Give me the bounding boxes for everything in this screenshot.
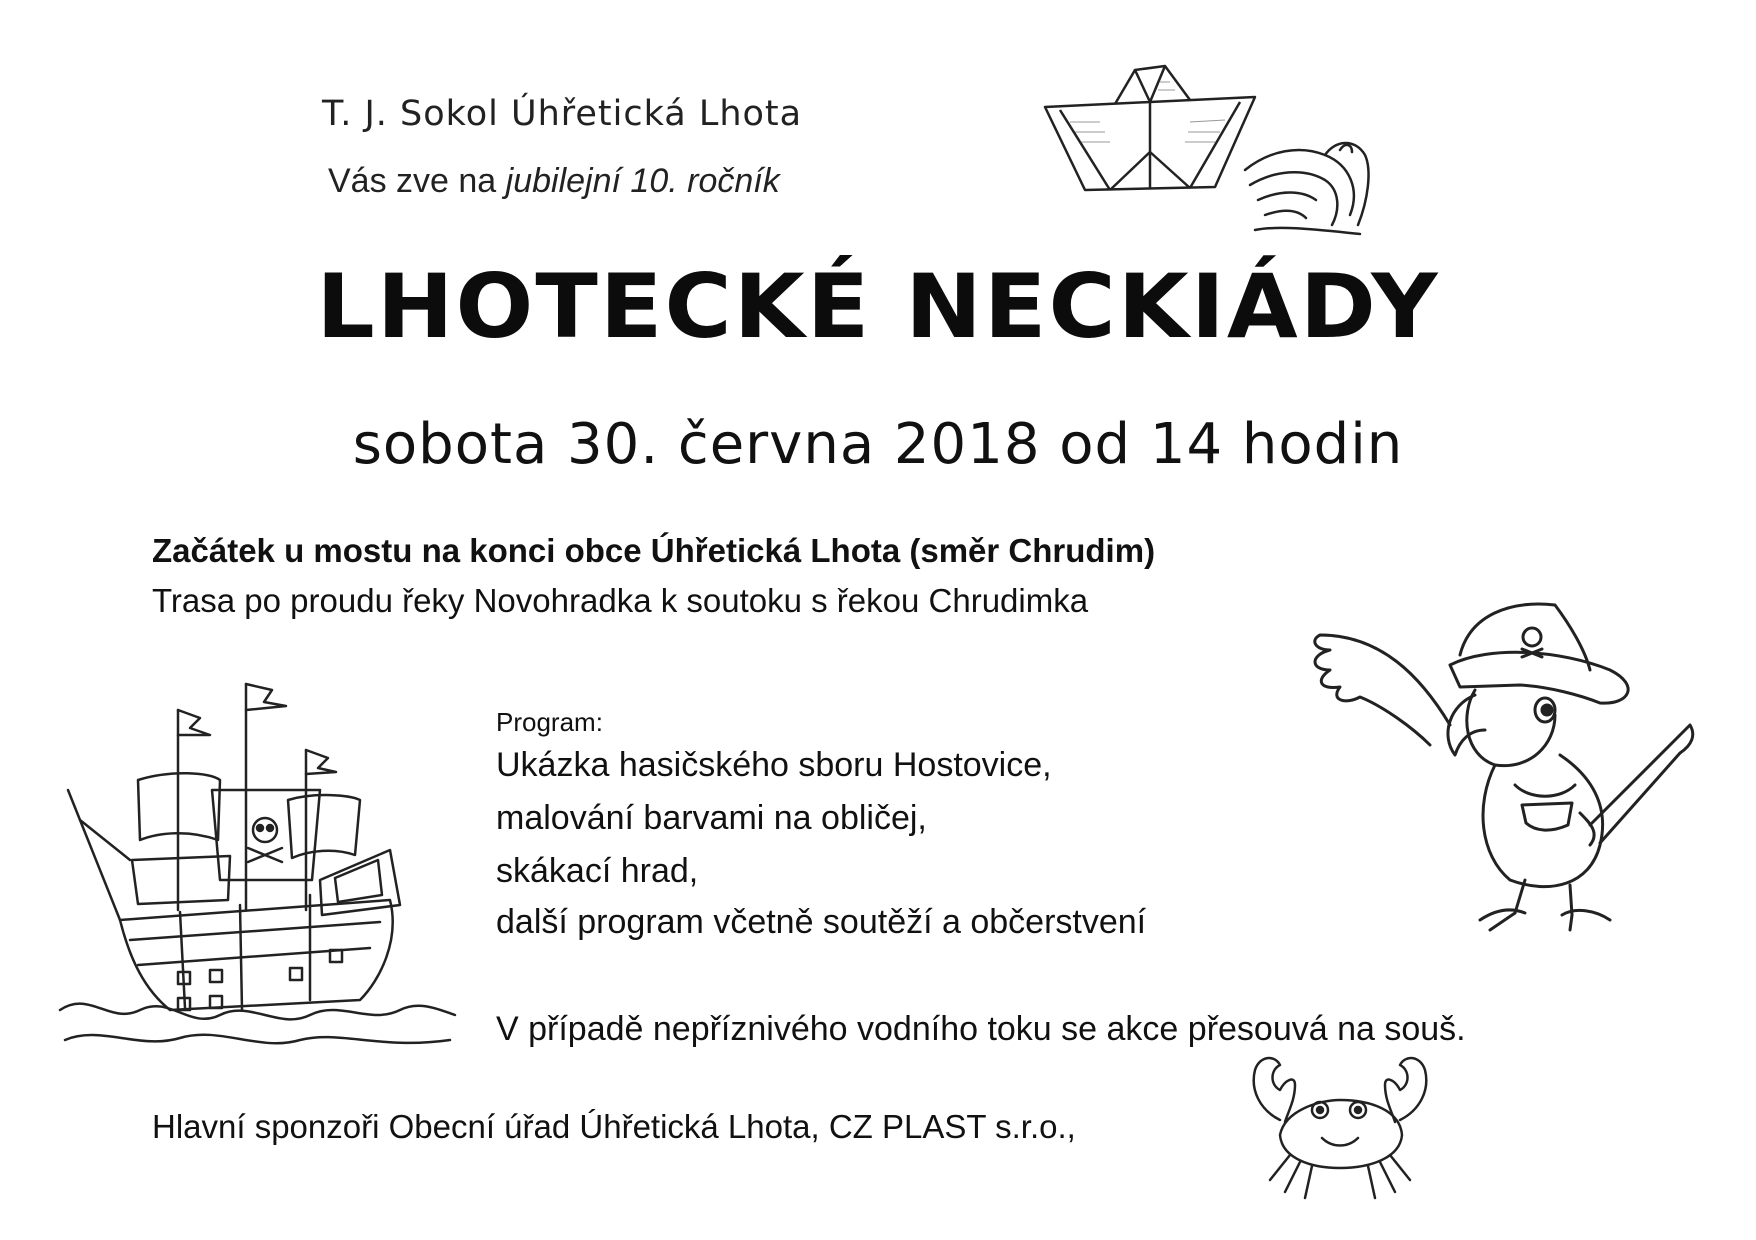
- invite-emphasis: jubilejní 10. ročník: [505, 162, 780, 200]
- sponsors-line: Hlavní sponzoři Obecní úřad Úhřetická Lhota, CZ PLAST s.r.o.,: [152, 1108, 1076, 1145]
- program-heading: Program:: [496, 707, 603, 737]
- program-item: malování barvami na obličej,: [496, 799, 927, 837]
- start-location: Začátek u mostu na konci obce Úhřetická Lhota (směr Chrudim): [152, 532, 1156, 569]
- organizer-line: T. J. Sokol Úhřetická Lhota: [322, 94, 803, 134]
- program-item: další program včetně soutěží a občerstvení: [496, 903, 1147, 941]
- program-item: Ukázka hasičského sboru Hostovice,: [496, 746, 1052, 784]
- pirate-ship-icon: [60, 680, 460, 1060]
- pirate-parrot-icon: [1300, 595, 1700, 935]
- invite-prefix: Vás zve na: [328, 162, 497, 200]
- event-date: sobota 30. června 2018 od 14 hodin: [352, 412, 1404, 477]
- route-description: Trasa po proudu řeky Novohradka k soutoku s řekou Chrudimka: [152, 582, 1089, 619]
- program-item: skákací hrad,: [496, 852, 699, 890]
- wave-icon: [1240, 130, 1380, 240]
- weather-note: V případě nepříznivého vodního toku se akce přesouvá na souš.: [496, 1010, 1466, 1048]
- invite-line: [328, 162, 780, 201]
- event-title: LHOTECKÉ NECKIÁDY: [316, 255, 1440, 358]
- crab-icon: [1240, 1050, 1440, 1200]
